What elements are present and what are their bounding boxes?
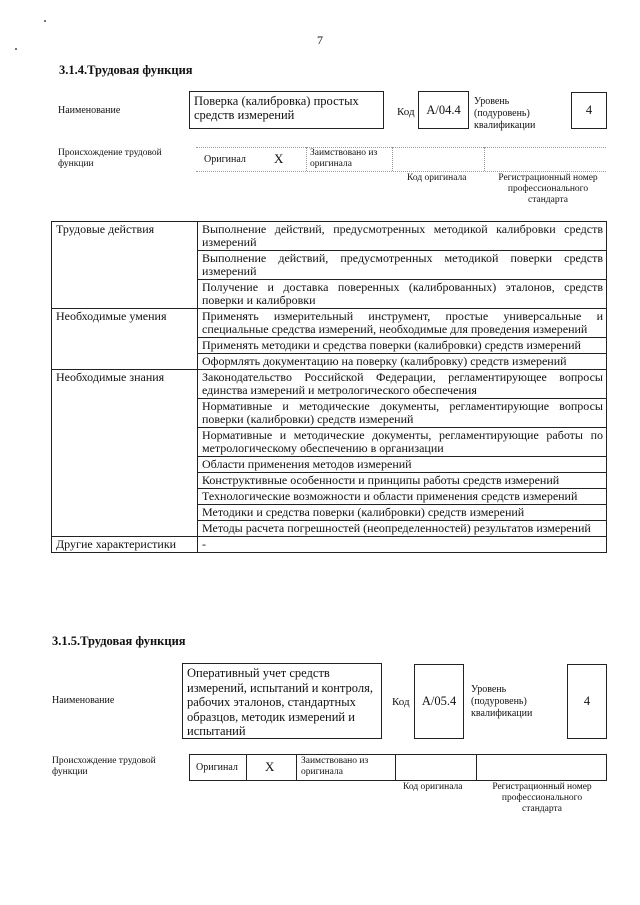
origin-row-divider — [306, 147, 307, 171]
level-value: 4 — [583, 694, 591, 708]
code-box — [414, 664, 464, 739]
code-value: A/04.4 — [426, 102, 461, 117]
code-original-label: Код оригинала — [403, 782, 463, 792]
section-heading: 3.1.4.Трудовая функция — [59, 63, 193, 77]
function-table — [51, 221, 607, 553]
table-row — [52, 222, 607, 251]
name-box — [189, 91, 384, 129]
table-row — [52, 537, 607, 553]
origin-row-divider — [484, 147, 485, 171]
origin-row-bottom-line — [196, 171, 606, 172]
name-box — [182, 663, 382, 739]
level-box — [567, 664, 607, 739]
knowledge-item: Методы расчета погрешностей (неопределенностей) результатов измерений — [198, 521, 607, 537]
borrowed-label: Заимствовано из оригинала — [310, 148, 378, 169]
section-heading: 3.1.5.Трудовая функция — [52, 634, 186, 648]
original-label: Оригинал — [204, 154, 246, 165]
origin-row-divider — [395, 754, 396, 781]
name-value: Оперативный учет средств измерений, испытаний и контроля, рабочих эталонов, стандартных образцов, методик измерений и испытаний — [187, 666, 373, 738]
origin-label: Происхождение трудовой функции — [58, 148, 162, 169]
table-row — [52, 309, 607, 338]
labor-action-item: Выполнение действий, предусмотренных методикой калибровки средств измерений — [198, 222, 607, 251]
origin-row-divider — [476, 754, 477, 781]
labor-action-item: Выполнение действий, предусмотренных методикой поверки средств измерений — [198, 251, 607, 280]
code-label: Код — [392, 696, 410, 708]
knowledge-item: Нормативные и методические документы, регламентирующие работы по метрологическому обеспечению в организации — [198, 428, 607, 457]
code-value: A/05.4 — [421, 694, 457, 708]
code-label: Код — [397, 106, 415, 118]
skill-item: Применять измерительный инструмент, простые универсальные и специальные средства измерений, необходимые для проведения измерений — [198, 309, 607, 338]
original-mark: X — [274, 151, 284, 166]
knowledge-item: Нормативные и методические документы, регламентирующие вопросы поверки (калибровки) средств измерений — [198, 399, 607, 428]
original-mark: X — [265, 759, 275, 774]
origin-row — [189, 754, 607, 781]
knowledge-item: Области применения методов измерений — [198, 457, 607, 473]
borrowed-label: Заимствовано из оригинала — [301, 756, 369, 777]
skill-item: Оформлять документацию на поверку (калибровку) средств измерений — [198, 354, 607, 370]
page-number: 7 — [317, 33, 323, 47]
knowledge-item: Методики и средства поверки (калибровки) средств измерений — [198, 505, 607, 521]
labor-action-item: Получение и доставка поверенных (калиброванных) эталонов, средств поверки и калибровки — [198, 280, 607, 309]
table-row — [52, 370, 607, 399]
name-label: Наименование — [58, 105, 121, 116]
skills-label: Необходимые умения — [52, 309, 198, 370]
knowledge-item: Конструктивные особенности и принципы работы средств измерений — [198, 473, 607, 489]
origin-label: Происхождение трудовой функции — [52, 756, 156, 777]
scan-speck — [15, 48, 17, 50]
level-value: 4 — [585, 103, 593, 117]
other-value: - — [198, 537, 607, 553]
other-label: Другие характеристики — [52, 537, 198, 553]
level-label: Уровень (подуровень) квалификации — [471, 684, 533, 719]
level-box — [571, 92, 607, 129]
code-original-label: Код оригинала — [407, 173, 467, 183]
name-label: Наименование — [52, 695, 115, 706]
origin-row-top-line — [196, 147, 606, 148]
name-value: Поверка (калибровка) простых средств измерений — [194, 94, 359, 122]
labor-actions-label: Трудовые действия — [52, 222, 198, 309]
reg-number-label: Регистрационный номер профессионального стандарта — [498, 173, 598, 205]
code-box — [418, 91, 469, 129]
level-label: Уровень (подуровень) квалификации — [474, 96, 536, 131]
origin-row-divider — [246, 754, 247, 781]
knowledge-label: Необходимые знания — [52, 370, 198, 537]
original-label: Оригинал — [196, 762, 238, 773]
origin-row-divider — [296, 754, 297, 781]
knowledge-item: Технологические возможности и области применения средств измерений — [198, 489, 607, 505]
skill-item: Применять методики и средства поверки (калибровки) средств измерений — [198, 338, 607, 354]
scan-speck — [44, 20, 46, 22]
reg-number-label: Регистрационный номер профессионального стандарта — [492, 782, 592, 814]
knowledge-item: Законодательство Российской Федерации, регламентирующее вопросы единства измерений и метрологического обеспечения — [198, 370, 607, 399]
